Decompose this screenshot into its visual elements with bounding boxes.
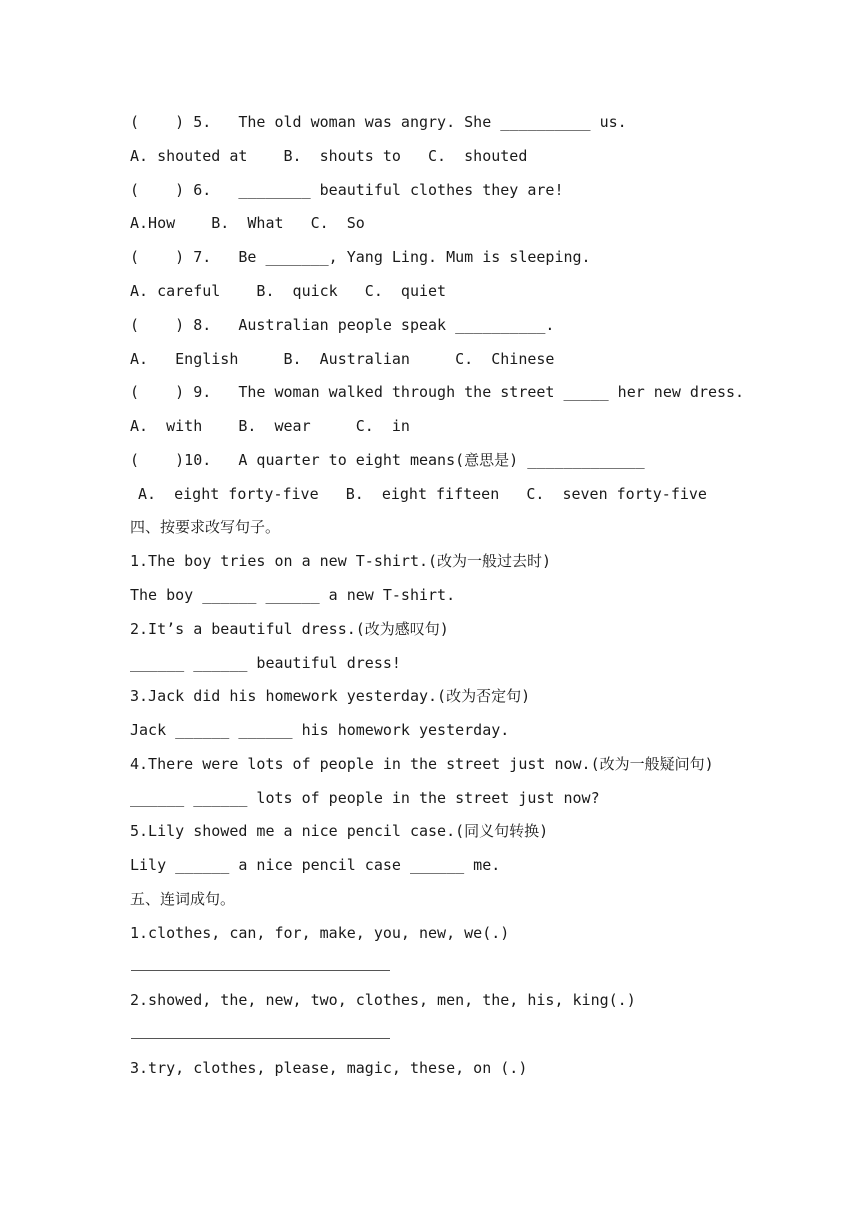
question-8: ( ) 8. Australian people speak __________. (130, 316, 555, 334)
rewrite-2-prompt: 2.It’s a beautiful dress.(改为感叹句) (130, 620, 449, 638)
rewrite-4-prompt: 4.There were lots of people in the street just now.(改为一般疑问句) (130, 755, 714, 773)
question-10-options: A. eight forty-five B. eight fifteen C. seven forty-five (138, 485, 707, 503)
rewrite-5-answer: Lily ______ a nice pencil case ______ me. (130, 856, 501, 874)
question-6: ( ) 6. ________ beautiful clothes they are! (130, 181, 564, 199)
question-5-options: A. shouted at B. shouts to C. shouted (130, 147, 528, 165)
question-5: ( ) 5. The old woman was angry. She __________ us. (130, 113, 627, 131)
rewrite-3-answer: Jack ______ ______ his homework yesterday. (130, 721, 510, 739)
section-4-heading: 四、按要求改写句子。 (130, 518, 281, 536)
reorder-2-answer-line (131, 1038, 390, 1039)
rewrite-3-prompt: 3.Jack did his homework yesterday.(改为否定句) (130, 687, 531, 705)
question-8-options: A. English B. Australian C. Chinese (130, 350, 555, 368)
question-6-options: A.How B. What C. So (130, 214, 365, 232)
rewrite-1-prompt: 1.The boy tries on a new T-shirt.(改为一般过去时) (130, 552, 552, 570)
reorder-2-words: 2.showed, the, new, two, clothes, men, the, his, king(.) (130, 991, 636, 1009)
rewrite-2-answer: ______ ______ beautiful dress! (130, 654, 401, 672)
reorder-3-words: 3.try, clothes, please, magic, these, on (.) (130, 1059, 528, 1077)
question-9: ( ) 9. The woman walked through the street _____ her new dress. (130, 383, 745, 401)
question-10: ( )10. A quarter to eight means(意思是) _____________ (130, 451, 645, 469)
question-9-options: A. with B. wear C. in (130, 417, 410, 435)
reorder-1-words: 1.clothes, can, for, make, you, new, we(.) (130, 924, 510, 942)
question-7-options: A. careful B. quick C. quiet (130, 282, 447, 300)
rewrite-1-answer: The boy ______ ______ a new T-shirt. (130, 586, 456, 604)
reorder-1-answer-line (131, 970, 390, 971)
question-7: ( ) 7. Be _______, Yang Ling. Mum is sleeping. (130, 248, 591, 266)
rewrite-5-prompt: 5.Lily showed me a nice pencil case.(同义句转换) (130, 822, 549, 840)
section-5-heading: 五、连词成句。 (130, 890, 236, 908)
rewrite-4-answer: ______ ______ lots of people in the street just now? (130, 789, 600, 807)
